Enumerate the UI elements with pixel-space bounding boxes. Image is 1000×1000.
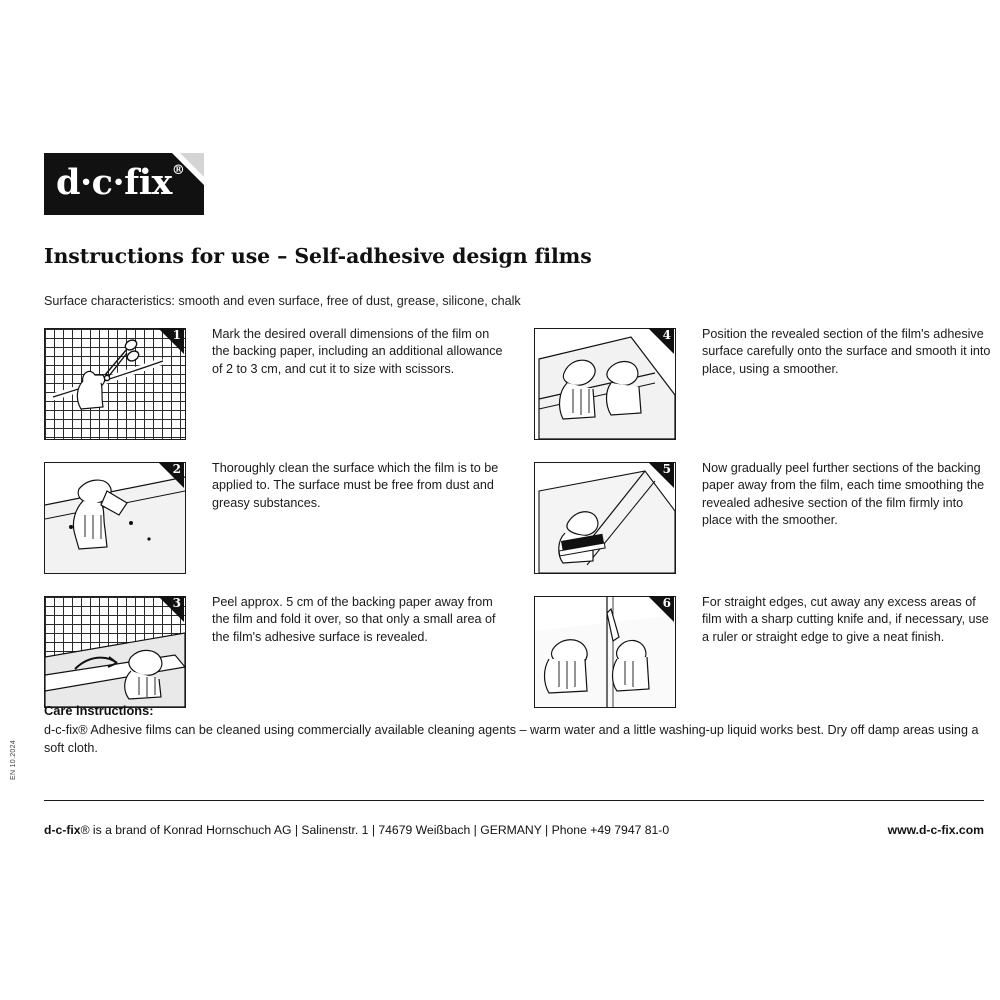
step-number-badge-1 — [158, 328, 184, 354]
step-number: 4 — [662, 328, 671, 342]
step-number: 2 — [172, 462, 181, 476]
steps-column-right — [534, 328, 994, 730]
step-number-badge-5 — [648, 462, 674, 488]
footer-address: ® is a brand of Konrad Hornschuch AG | Salinenstr. 1 | 74679 Weißbach | GERMANY | Phone +49 7947 81-0 — [80, 823, 670, 837]
footer-company-info — [44, 823, 669, 837]
step-item — [534, 596, 994, 718]
step-text-3: Peel approx. 5 cm of the backing paper away from the film and fold it over, so that only a small area of the film's adhesive surface is revealed. — [212, 595, 496, 644]
step-text-4: Position the revealed section of the film's adhesive surface carefully onto the surface and smooth it into place, using a smoother. — [702, 327, 991, 376]
logo-registered-mark: ® — [171, 163, 185, 178]
page-curl-shadow-icon — [180, 153, 204, 177]
logo-wordmark-text: d·c·fix — [56, 162, 172, 203]
step-number: 6 — [662, 596, 671, 610]
surface-characteristics: Surface characteristics: smooth and even surface, free of dust, grease, silicone, chalk — [44, 294, 521, 308]
step-number-badge-3 — [158, 596, 184, 622]
step-text-6: For straight edges, cut away any excess areas of film with a sharp cutting knife and, if necessary, use a ruler or straight edge to give a neat finish. — [702, 595, 989, 644]
step-item — [534, 462, 994, 584]
step-item — [44, 328, 504, 450]
steps-column-left — [44, 328, 504, 730]
care-instructions-title: Care instructions: — [44, 703, 154, 718]
dcfix-logo — [44, 153, 204, 215]
step-text-5: Now gradually peel further sections of the backing paper away from the film, each time smoothing the revealed adhesive section of the film firmly into place with the smoother. — [702, 461, 985, 528]
logo-wordmark — [56, 161, 184, 205]
footer-brand-name: d-c-fix — [44, 823, 81, 837]
step-item — [44, 462, 504, 584]
step-number: 3 — [172, 596, 181, 610]
page-title: Instructions for use – Self-adhesive design films — [44, 244, 592, 268]
footer-divider — [44, 800, 984, 801]
footer-website[interactable]: www.d-c-fix.com — [887, 823, 984, 837]
step-number-badge-4 — [648, 328, 674, 354]
step-number-badge-6 — [648, 596, 674, 622]
step-item — [44, 596, 504, 718]
document-version-code: EN 10.2024 — [10, 740, 17, 780]
care-instructions-body: d-c-fix® Adhesive films can be cleaned using commercially available cleaning agents – warm water and a little washing-up liquid works best. Dry off damp areas using a soft cloth. — [44, 723, 979, 755]
step-number-badge-2 — [158, 462, 184, 488]
step-number: 1 — [172, 328, 181, 342]
step-text-2: Thoroughly clean the surface which the film is to be applied to. The surface must be free from dust and greasy substances. — [212, 461, 499, 510]
step-number: 5 — [662, 462, 671, 476]
step-item — [534, 328, 994, 450]
step-text-1: Mark the desired overall dimensions of the film on the backing paper, including an additional allowance of 2 to 3 cm, and cut it to size with scissors. — [212, 327, 503, 376]
